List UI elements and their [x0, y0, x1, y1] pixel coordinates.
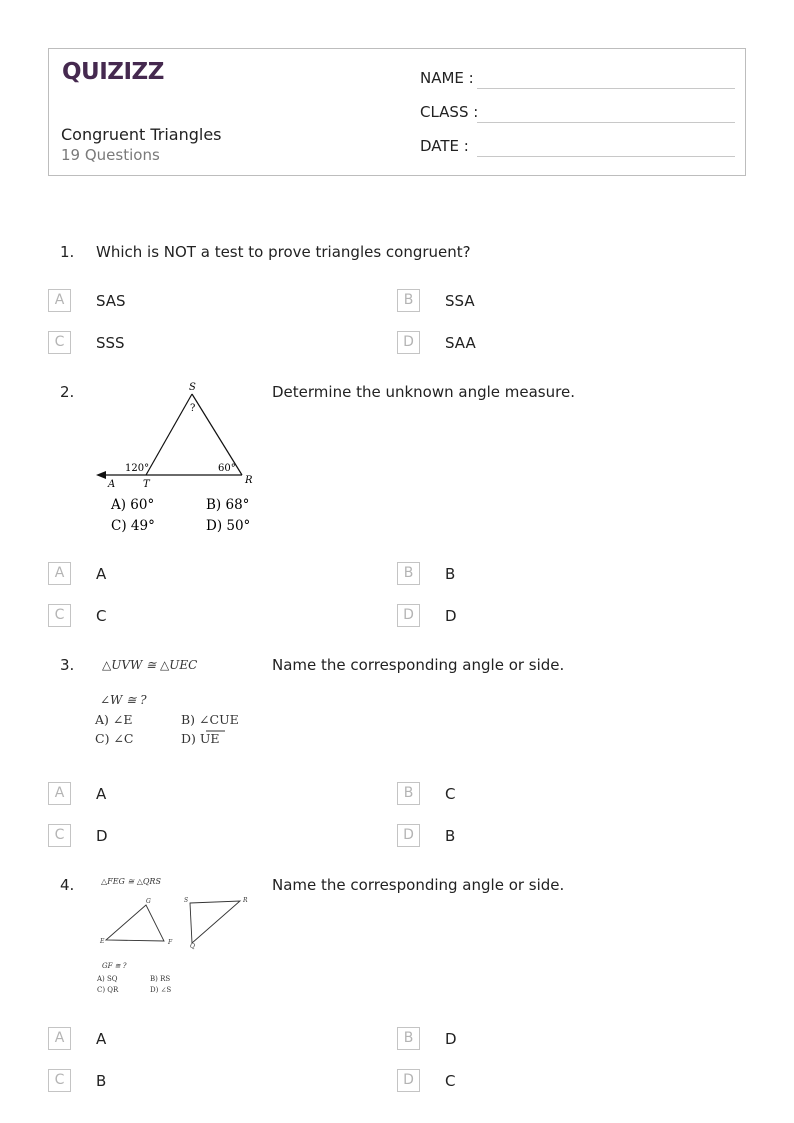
figure-prompt: ∠W ≅ ?: [100, 693, 147, 707]
option-letter[interactable]: B: [397, 562, 420, 585]
option-letter[interactable]: A: [48, 562, 71, 585]
option-letter[interactable]: A: [48, 1027, 71, 1050]
label-r: R: [245, 475, 253, 486]
option-text: A: [96, 565, 107, 583]
label-s: S: [184, 897, 189, 904]
label-t: T: [143, 479, 150, 490]
option-letter[interactable]: D: [397, 1069, 420, 1092]
arrow-head: [96, 471, 106, 479]
label-q: Q: [190, 943, 195, 950]
option-letter[interactable]: B: [397, 1027, 420, 1050]
option-text: C: [445, 785, 456, 803]
worksheet-header: [48, 48, 746, 176]
class-line: [477, 122, 735, 123]
congruence-statement: △FEG ≅ △QRS: [101, 877, 161, 886]
option-text: C: [96, 607, 107, 625]
date-line: [477, 156, 735, 157]
name-line: [477, 88, 735, 89]
name-label: NAME :: [420, 69, 474, 87]
figure-choice: A) SQ: [97, 975, 118, 983]
option-text: D: [445, 607, 457, 625]
question-number: 3.: [60, 656, 75, 674]
option-text: SSA: [445, 292, 475, 310]
congruence-statement: △UVW ≅ △UEC: [102, 658, 198, 672]
worksheet-title: Congruent Triangles: [61, 125, 222, 144]
figure-choice: B) RS: [150, 975, 171, 983]
figure-choice: B) 68°: [206, 497, 250, 513]
option-text: B: [96, 1072, 107, 1090]
name-field: [420, 67, 740, 91]
option-letter[interactable]: B: [397, 782, 420, 805]
figure-choice: A) ∠E: [95, 712, 133, 727]
option-letter[interactable]: A: [48, 289, 71, 312]
option-letter[interactable]: D: [397, 604, 420, 627]
option-text: B: [445, 827, 456, 845]
class-label: CLASS :: [420, 103, 479, 121]
option-text: SAA: [445, 334, 476, 352]
label-a: A: [108, 479, 116, 490]
option-letter[interactable]: C: [48, 604, 71, 627]
option-letter[interactable]: C: [48, 824, 71, 847]
triangle-figure: [92, 378, 262, 540]
figure-choice: D) ∠S: [150, 986, 172, 994]
figure-choice: A) 60°: [111, 497, 155, 513]
question-number: 2.: [60, 383, 75, 401]
triangle-feg: [106, 905, 164, 941]
option-letter[interactable]: C: [48, 331, 71, 354]
label-question-mark: ?: [190, 403, 196, 414]
side-ts: [146, 394, 192, 475]
label-120: 120°: [125, 463, 150, 474]
question-text: Which is NOT a test to prove triangles congruent?: [96, 243, 471, 261]
label-s: S: [189, 382, 196, 393]
figure-choice: C) ∠C: [95, 731, 134, 746]
option-letter[interactable]: B: [397, 289, 420, 312]
question-number: 1.: [60, 243, 75, 261]
quizizz-logo: QUIZIZZ: [62, 59, 164, 85]
date-field: [420, 135, 740, 159]
label-e: E: [100, 938, 105, 945]
option-text: D: [445, 1030, 457, 1048]
option-letter[interactable]: A: [48, 782, 71, 805]
option-letter[interactable]: C: [48, 1069, 71, 1092]
triangle-qrs: [190, 901, 240, 943]
date-label: DATE :: [420, 137, 469, 155]
option-text: A: [96, 785, 107, 803]
question-text: Determine the unknown angle measure.: [272, 383, 575, 401]
two-triangles-figure: [92, 872, 262, 1000]
figure-choice: D) UE: [181, 731, 220, 746]
option-text: C: [445, 1072, 456, 1090]
question-count: 19 Questions: [61, 146, 160, 164]
figure-choice: C) 49°: [111, 518, 155, 534]
label-f: F: [168, 939, 173, 946]
label-g: G: [146, 898, 151, 905]
figure-choice: C) QR: [97, 986, 119, 994]
figure-choice: D) 50°: [206, 518, 251, 534]
option-letter[interactable]: D: [397, 331, 420, 354]
congruence-figure: [92, 652, 262, 752]
option-text: SAS: [96, 292, 126, 310]
question-number: 4.: [60, 876, 75, 894]
figure-choice: B) ∠CUE: [181, 712, 239, 727]
option-text: A: [96, 1030, 107, 1048]
option-text: B: [445, 565, 456, 583]
label-r: R: [243, 897, 248, 904]
figure-prompt: GF ≅ ?: [102, 962, 127, 970]
question-text: Name the corresponding angle or side.: [272, 876, 565, 894]
class-field: [420, 101, 740, 125]
label-60: 60°: [218, 463, 236, 474]
option-text: D: [96, 827, 108, 845]
question-text: Name the corresponding angle or side.: [272, 656, 565, 674]
option-letter[interactable]: D: [397, 824, 420, 847]
option-text: SSS: [96, 334, 125, 352]
